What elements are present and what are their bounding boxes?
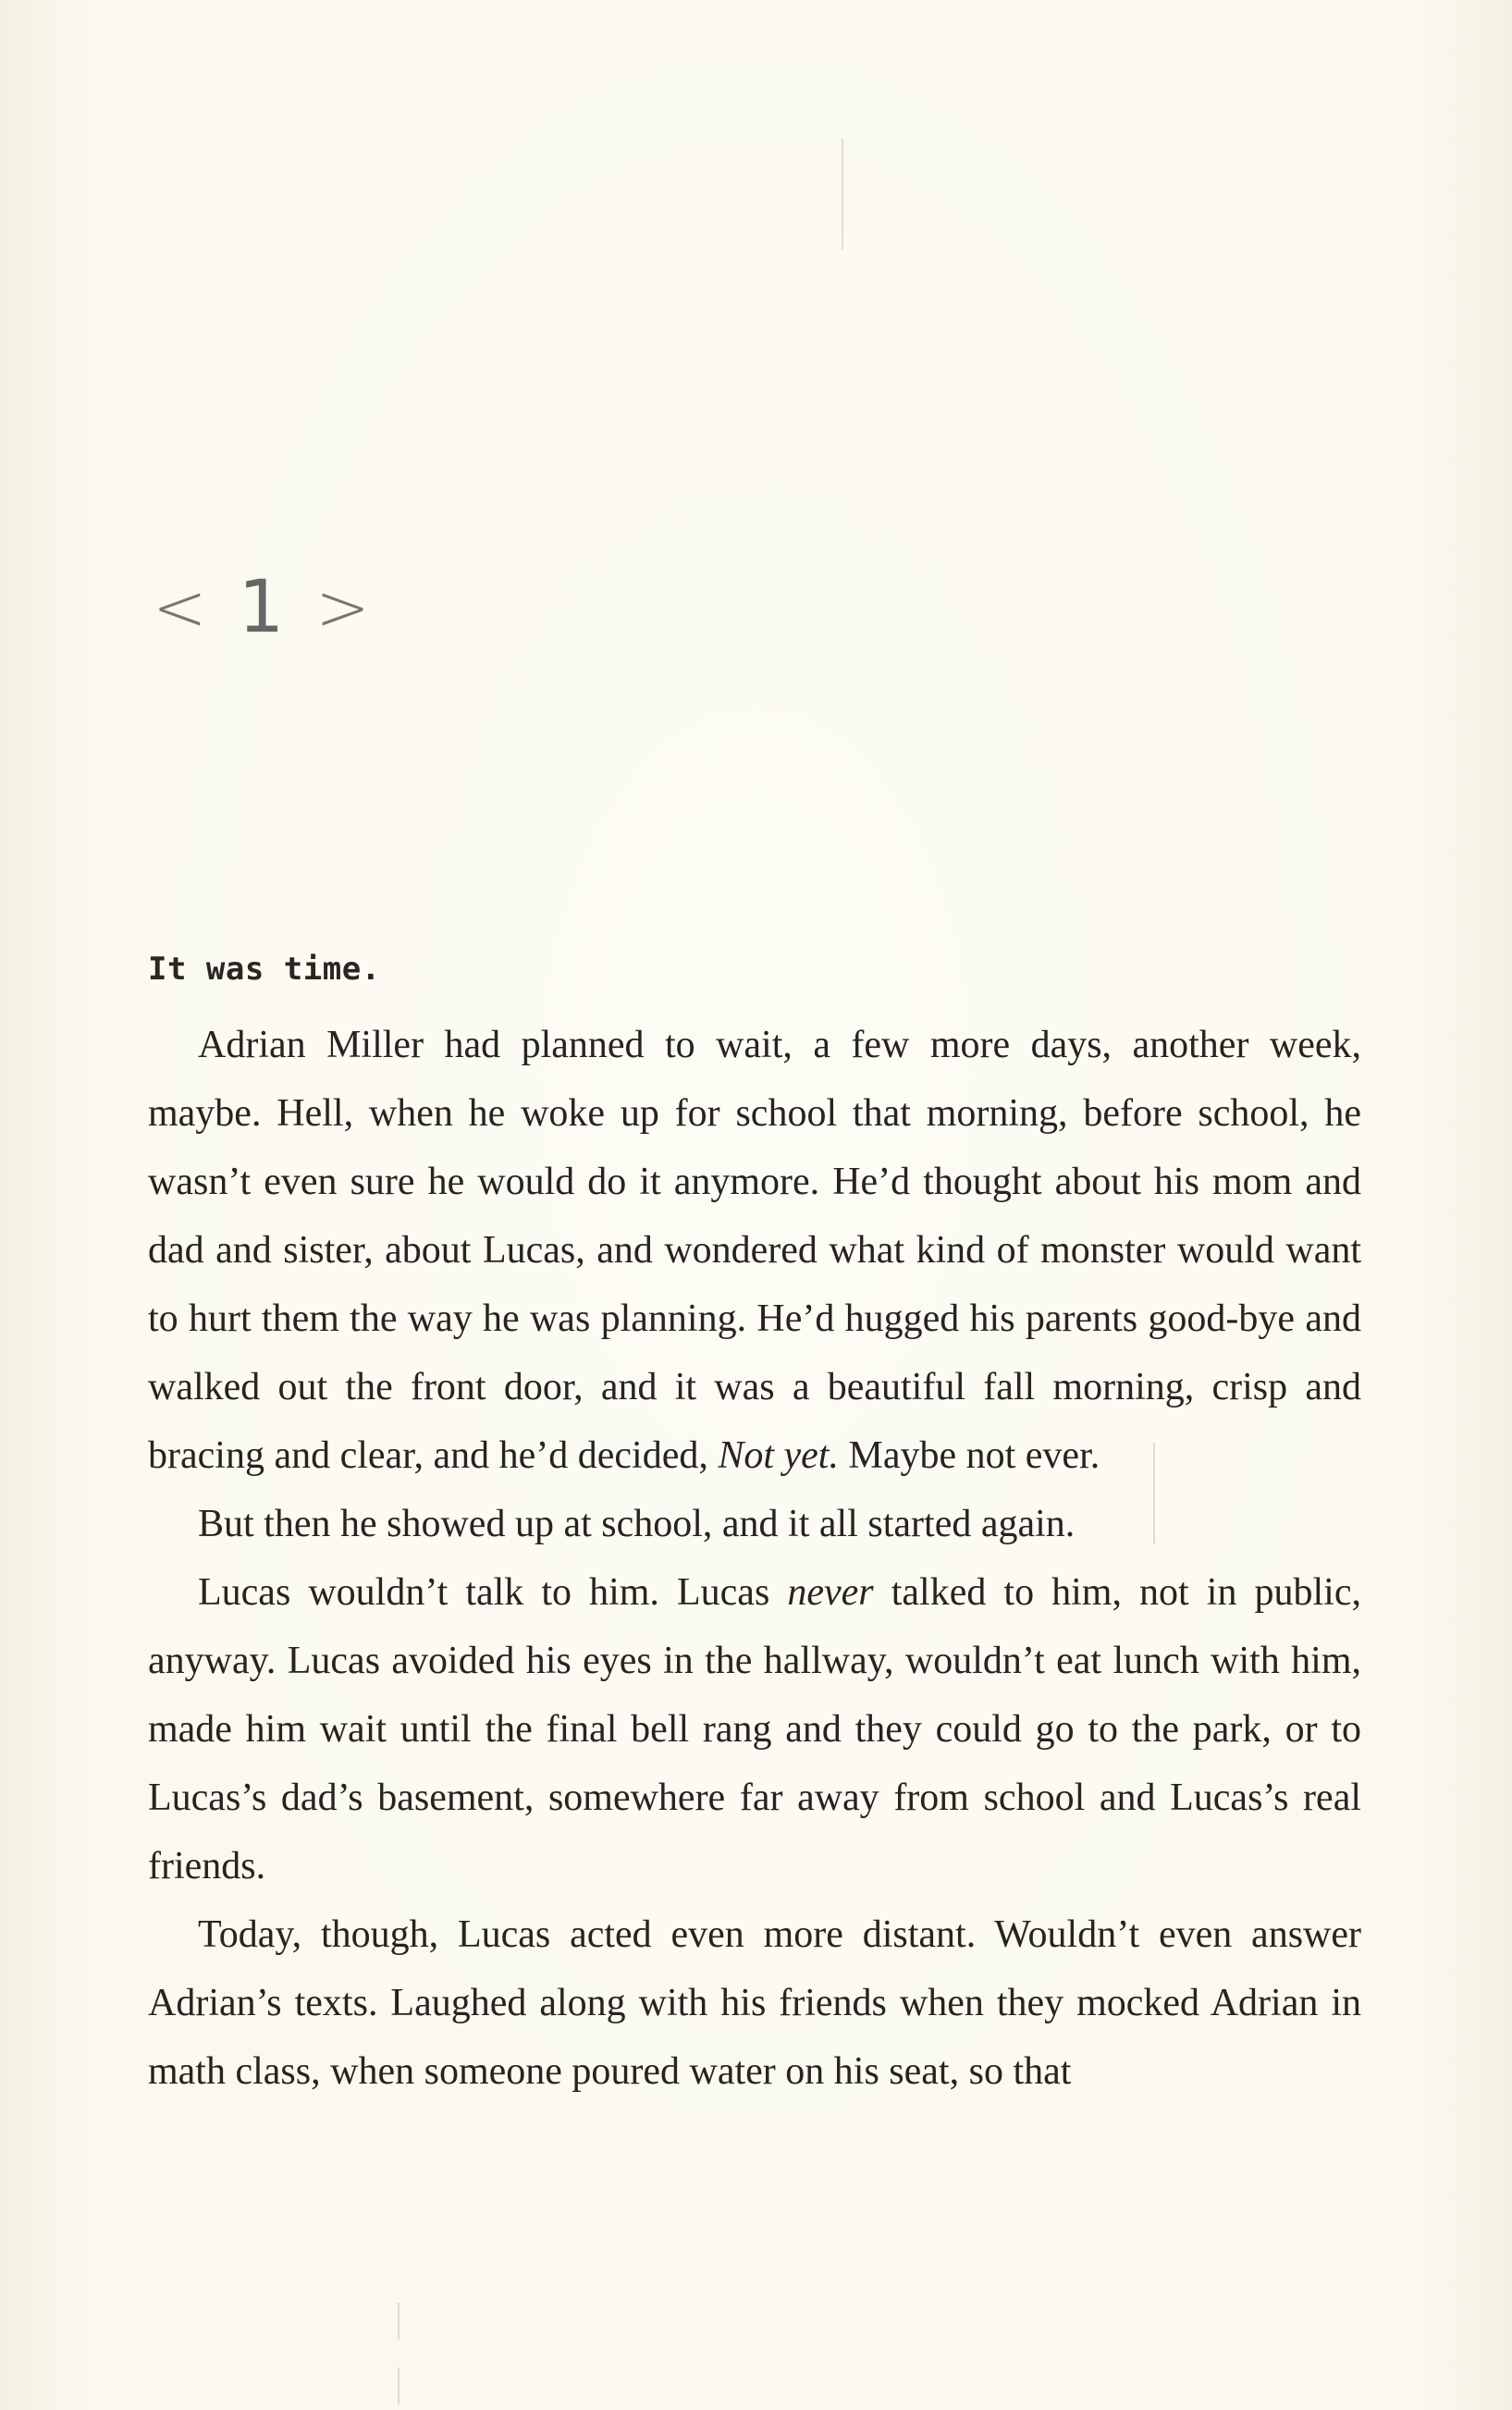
scan-mark — [398, 2367, 400, 2404]
chapter-heading — [153, 566, 375, 649]
paragraph — [148, 1900, 1361, 2106]
paragraph-emphasis: Not yet. — [718, 1434, 839, 1477]
chapter-bracket-left: < — [153, 570, 213, 646]
paragraph — [148, 1558, 1361, 1900]
paragraph-text: Maybe not ever. — [838, 1434, 1100, 1477]
paragraph-text: Lucas wouldn’t talk to him. Lucas — [198, 1571, 788, 1614]
chapter-number: 1 — [238, 566, 290, 649]
body-text — [148, 1011, 1361, 2106]
paragraph — [148, 1490, 1361, 1558]
paragraph-text: Today, though, Lucas acted even more distant. Wouldn’t even answer Adrian’s texts. Laughed along with his friends when they mocked Adrian in math class, when someone poured water on his seat, so that — [148, 1913, 1361, 2093]
paragraph-text: Adrian Miller had planned to wait, a few more days, another week, maybe. Hell, when he woke up for school that morning, before school, he wasn’t even sure he would do it anymore. He’d thought about his mom and dad and sister, about Lucas, and wondered what kind of monster would want to hurt them the way he was planning. He’d hugged his parents good-bye and walked out the front door, and it was a beautiful fall morning, crisp and bracing and clear, and he’d decided, — [148, 1024, 1361, 1477]
paragraph — [148, 1011, 1361, 1490]
paragraph-emphasis: never — [787, 1571, 874, 1614]
chapter-bracket-right: > — [315, 570, 375, 646]
opening-line: It was time. — [148, 951, 381, 988]
scan-mark — [398, 2303, 400, 2340]
paragraph-text: But then he showed up at school, and it all started again. — [198, 1503, 1076, 1545]
paragraph-text: talked to him, not in public, anyway. Lucas avoided his eyes in the hallway, wouldn’t eat lunch with him, made him wait until the final bell rang and they could go to the park, or to Lucas’s dad’s basement, somewhere far away from school and Lucas’s real friends. — [148, 1571, 1361, 1887]
scan-mark — [842, 139, 843, 250]
